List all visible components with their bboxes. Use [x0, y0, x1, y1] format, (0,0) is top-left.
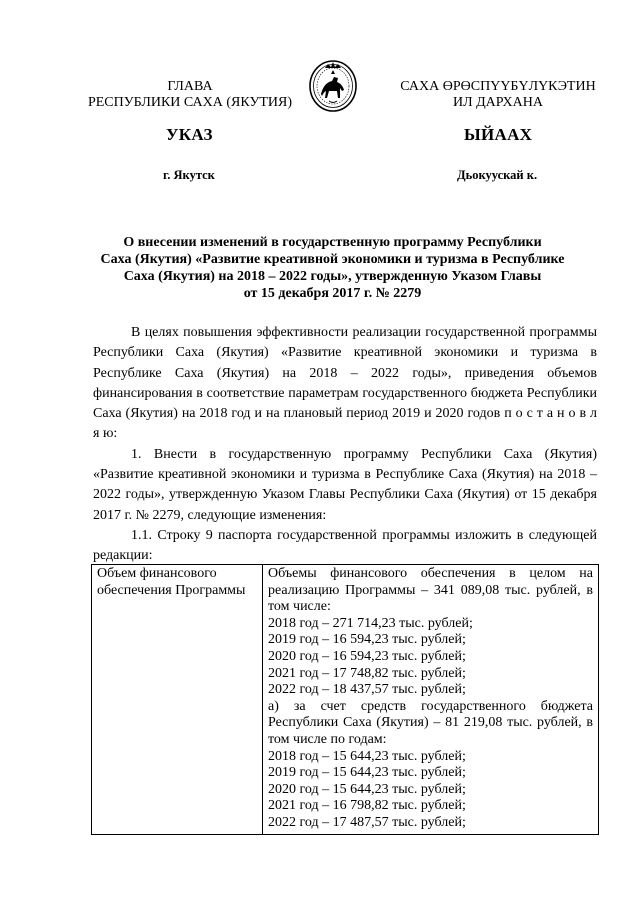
city-sakha: Дьокуускай к.: [457, 168, 538, 182]
table-row: [92, 565, 599, 835]
table-line: 2018 год – 271 714,23 тыс. рублей;: [268, 615, 473, 631]
header-right-block: [390, 79, 606, 111]
header-left-block: [82, 79, 298, 111]
header-right-line2: ИЛ ДАРХАНА: [452, 95, 543, 110]
body-paragraph-item-1-1: 1.1. Строку 9 паспорта государственной программы изложить в следующей редакции:: [93, 527, 597, 564]
document-title: [80, 234, 585, 302]
table-line: Объемы финансового обеспечения в целом на реализацию Программы – 341 089,08 тыс. рублей, в том числе:: [268, 566, 593, 615]
table-line: 2019 год – 16 594,23 тыс. рублей;: [268, 632, 466, 648]
body-paragraph-item-1: 1. Внести в государственную программу Республики Саха (Якутия) «Развитие креативной экономики и туризма в Республике Саха (Якутия) на 2018 – 2022 годы», утвержденную Указом Главы Республики Саха (Якутия) от 15 декабря 2017 г. № 2279, следующие изменения:: [93, 446, 597, 523]
table-cell-label: Объем финансового обеспечения Программы: [92, 565, 263, 835]
header-left-line2: РЕСПУБЛИКИ САХА (ЯКУТИЯ): [87, 95, 293, 110]
body-paragraph-preamble: В целях повышения эффективности реализации государственной программы Республики Саха (Якутия) «Развитие креативной экономики и туризма в Республике Саха (Якутия) на 2018 – 2022 годы», приведения объемов финансирования в соответствие параметрам государственного бюджета Республики Саха (Якутия) на 2018 год и на плановый период 2019 и 2020 годов п о с т а н о в л я ю:: [93, 325, 597, 442]
doc-type-sakha: ЫЙААХ: [464, 125, 533, 144]
table-line: 2020 год – 15 644,23 тыс. рублей;: [268, 781, 466, 797]
city-ru: г. Якутск: [163, 168, 215, 182]
table-line: 2020 год – 16 594,23 тыс. рублей;: [268, 648, 466, 664]
coat-of-arms-emblem-icon: [307, 56, 359, 114]
title-line-3: Саха (Якутия) на 2018 – 2022 годы», утвержденную Указом Главы: [123, 269, 542, 284]
title-line-1: О внесении изменений в государственную программу Республики: [123, 235, 542, 250]
table-line: а) за счет средств государственного бюджета Республики Саха (Якутия) – 81 219,08 тыс. рублей, в том числе по годам:: [268, 698, 593, 747]
title-line-4: от 15 декабря 2017 г. № 2279: [243, 286, 422, 301]
financing-table: [91, 564, 599, 835]
table-line: 2022 год – 18 437,57 тыс. рублей;: [268, 682, 466, 698]
document-body: [93, 323, 597, 567]
title-line-2: Саха (Якутия) «Развитие креативной экономики и туризма в Республике: [100, 252, 565, 267]
table-line: 2021 год – 16 798,82 тыс. рублей;: [268, 798, 466, 814]
table-line: 2018 год – 15 644,23 тыс. рублей;: [268, 748, 466, 764]
doc-type-ru: УКАЗ: [166, 125, 213, 144]
table-cell-values: [263, 565, 599, 835]
header-left-line1: ГЛАВА: [167, 79, 213, 94]
header-right-line1: САХА ӨРӨСПҮҮБҮЛҮКЭТИН: [400, 79, 596, 94]
table-line: 2022 год – 17 487,57 тыс. рублей;: [268, 814, 466, 830]
table-line: 2019 год – 15 644,23 тыс. рублей;: [268, 765, 466, 781]
table-line: 2021 год – 17 748,82 тыс. рублей;: [268, 665, 466, 681]
